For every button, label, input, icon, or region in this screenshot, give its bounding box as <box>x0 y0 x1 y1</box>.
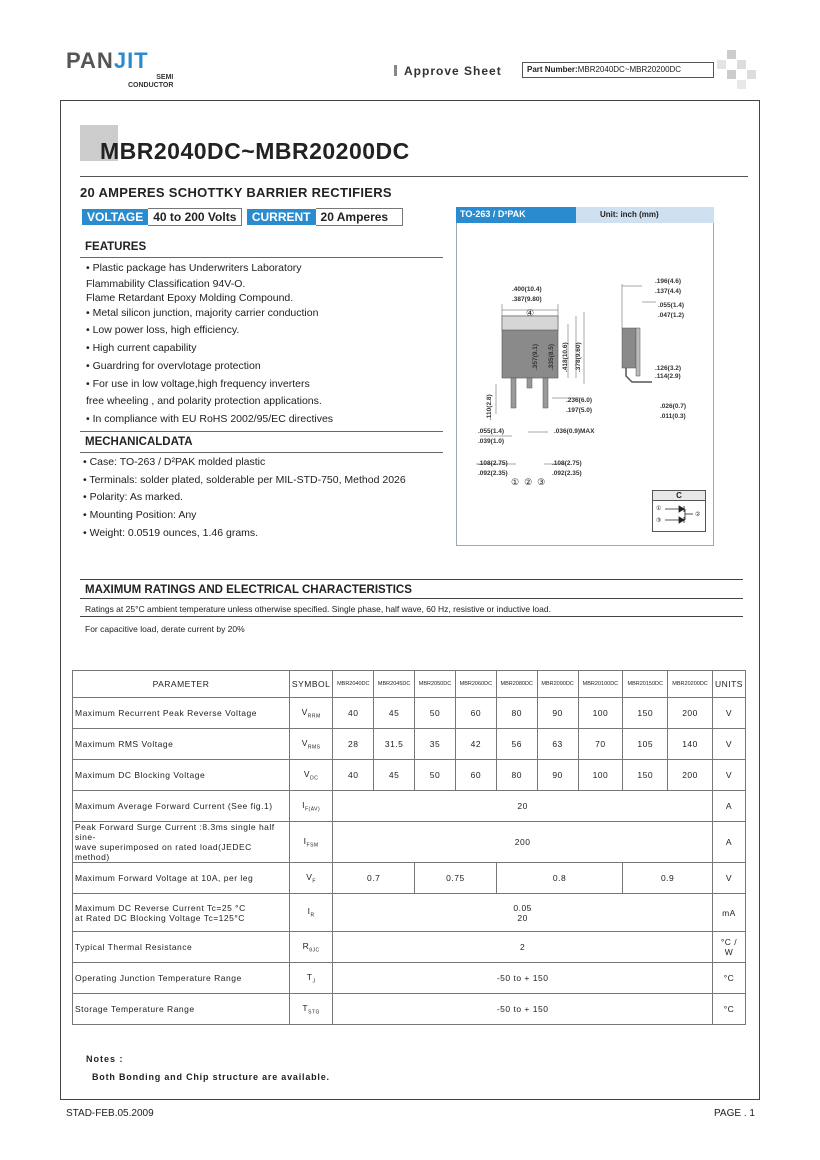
table-row <box>73 932 746 963</box>
voltage-tag: VOLTAGE <box>82 209 148 225</box>
header-symbol: SYMBOL <box>289 671 332 698</box>
header-part: MBR2080DC <box>496 671 537 698</box>
voltage-value: 40 to 200 Volts <box>148 208 242 226</box>
table-cell: Peak Forward Surge Current :8.3ms single half sine- <box>75 822 275 842</box>
table-cell: 90 <box>537 760 578 791</box>
part-number-box <box>522 62 714 78</box>
dim-label: .036(0.9)MAX <box>554 428 595 435</box>
dim-label: .092(2.35) <box>552 470 582 477</box>
table-cell <box>289 963 332 994</box>
dim-label: .055(1.4) <box>658 302 685 309</box>
table-cell: 80 <box>496 760 537 791</box>
table-cell: I <box>303 835 307 846</box>
footer-date: STAD-FEB.05.2009 <box>66 1108 154 1119</box>
table-cell <box>73 822 290 863</box>
table-cell: Maximum Forward Voltage at 10A, per leg <box>73 863 290 894</box>
table-cell: T <box>302 1002 309 1013</box>
package-name: TO-263 / D²PAK <box>456 207 576 223</box>
header-part: MBR2090DC <box>537 671 578 698</box>
table-cell: °C <box>712 994 745 1025</box>
table-cell: 100 <box>578 760 623 791</box>
pin-labels: ① ② ③ <box>511 477 546 487</box>
mechanical-top-divider <box>80 431 443 432</box>
mechanical-item: • Case: TO-263 / D²PAK molded plastic <box>83 456 266 468</box>
dim-label: .137(4.4) <box>655 288 682 295</box>
table-cell <box>289 760 332 791</box>
table-cell: 42 <box>455 729 496 760</box>
table-cell <box>289 729 332 760</box>
feature-item: free wheeling , and polarity protection applications. <box>86 395 322 408</box>
table-cell: 50 <box>415 698 456 729</box>
table-cell: 150 <box>623 760 668 791</box>
table-cell: RRM <box>307 713 321 720</box>
table-cell: 70 <box>578 729 623 760</box>
table-row <box>73 863 746 894</box>
logo-jit: JIT <box>113 48 149 73</box>
table-cell: F(AV) <box>304 806 321 813</box>
table-cell: I <box>302 799 305 810</box>
dim-label: .387(9.80) <box>512 296 542 303</box>
table-cell: mA <box>712 894 745 932</box>
table-cell: 40 <box>333 760 374 791</box>
table-cell <box>333 894 713 932</box>
pin-4-label: ④ <box>526 308 535 318</box>
schematic-pin-3: ③ <box>656 518 662 524</box>
table-row <box>73 822 746 863</box>
table-cell: at Rated DC Blocking Voltage Tc=125°C <box>75 912 245 923</box>
table-cell: 0.7 <box>333 863 415 894</box>
table-cell: 45 <box>374 698 415 729</box>
schematic-pin-2: ② <box>695 512 701 518</box>
table-cell: 45 <box>374 760 415 791</box>
table-cell: 200 <box>668 698 713 729</box>
table-cell: 200 <box>668 760 713 791</box>
mechanical-divider <box>80 452 443 453</box>
notes-heading: Notes : <box>86 1054 124 1064</box>
table-row <box>73 729 746 760</box>
table-cell: V <box>712 863 745 894</box>
table-cell: 80 <box>496 698 537 729</box>
ratings-note-1: Ratings at 25°C ambient temperature unless otherwise specified. Single phase, half wave, 60 Hz, resistive or inductive load. <box>85 604 551 614</box>
package-unit: Unit: inch (mm) <box>600 210 659 219</box>
table-cell <box>289 822 332 863</box>
feature-item: Flame Retardant Epoxy Molding Compound. <box>86 291 294 304</box>
schematic-label: C <box>653 491 705 501</box>
table-cell <box>712 932 745 963</box>
table-cell <box>289 894 332 932</box>
table-cell: V <box>301 737 308 748</box>
table-cell <box>289 994 332 1025</box>
schematic-pin-1: ① <box>656 506 662 512</box>
dim-label: .108(2.75) <box>478 460 508 467</box>
table-cell: Maximum Recurrent Peak Reverse Voltage <box>73 698 290 729</box>
feature-item: • Low power loss, high efficiency. <box>86 324 240 337</box>
ratings-note-2: For capacitive load, derate current by 20% <box>85 624 245 634</box>
table-cell: 0.05 <box>513 902 532 913</box>
table-row <box>73 963 746 994</box>
mechanical-heading: MECHANICALDATA <box>85 436 193 448</box>
diode-symbol-icon <box>665 503 695 529</box>
mechanical-item: • Weight: 0.0519 ounces, 1.46 grams. <box>83 526 259 539</box>
table-cell: wave superimposed on rated load(JEDEC method) <box>75 842 252 862</box>
mechanical-item: • Polarity: As marked. <box>83 491 183 504</box>
table-cell: 100 <box>578 698 623 729</box>
current-value: 20 Amperes <box>316 208 404 226</box>
approve-sheet-text: Approve Sheet <box>404 64 502 78</box>
header-part: MBR20150DC <box>623 671 668 698</box>
dim-label: .357(9.1) <box>532 343 539 370</box>
table-cell: 90 <box>537 698 578 729</box>
table-cell: 0.9 <box>623 863 713 894</box>
approve-sheet-label <box>394 64 502 78</box>
ratings-divider <box>80 598 743 599</box>
footer-page: PAGE . 1 <box>714 1108 755 1119</box>
table-cell: Operating Junction Temperature Range <box>73 963 290 994</box>
table-cell: V <box>301 706 308 717</box>
page-title: MBR2040DC~MBR20200DC <box>100 138 410 164</box>
notes-text: Both Bonding and Chip structure are available. <box>92 1072 330 1082</box>
header-part: MBR2045DC <box>374 671 415 698</box>
table-cell: °C <box>712 963 745 994</box>
mechanical-item: • Terminals: solder plated, solderable per MIL-STD-750, Method 2026 <box>83 473 406 486</box>
title-divider <box>80 176 748 177</box>
logo-pan: PAN <box>66 48 114 73</box>
decorative-pixels <box>717 50 757 90</box>
ratings-note-divider <box>80 616 743 617</box>
subtitle: 20 AMPERES SCHOTTKY BARRIER RECTIFIERS <box>80 185 392 200</box>
header-part: MBR2060DC <box>455 671 496 698</box>
table-cell: R <box>310 912 315 919</box>
table-cell: F <box>312 878 316 885</box>
table-cell: W <box>724 947 734 957</box>
features-divider <box>80 257 443 258</box>
table-cell: Maximum RMS Voltage <box>73 729 290 760</box>
table-cell: V <box>303 768 311 779</box>
table-cell: V <box>712 729 745 760</box>
table-cell: V <box>712 760 745 791</box>
logo-subtext <box>128 74 173 90</box>
table-cell: -50 to + 150 <box>333 994 713 1025</box>
ratings-heading: MAXIMUM RATINGS AND ELECTRICAL CHARACTERISTICS <box>85 584 412 596</box>
header-part: MBR2050DC <box>415 671 456 698</box>
current-tag: CURRENT <box>247 209 316 225</box>
table-cell: 31.5 <box>374 729 415 760</box>
dim-label: .400(10.4) <box>512 286 542 293</box>
table-cell: 150 <box>623 698 668 729</box>
table-cell: RMS <box>307 744 321 751</box>
table-cell: 200 <box>333 822 713 863</box>
dim-label: .047(1.2) <box>658 312 685 319</box>
table-cell: Storage Temperature Range <box>73 994 290 1025</box>
part-number-value: MBR2040DC~MBR20200DC <box>577 65 682 74</box>
table-cell <box>289 791 332 822</box>
dim-label: .114(2.9) <box>655 373 681 380</box>
ratings-table <box>72 670 746 1025</box>
table-cell: 50 <box>415 760 456 791</box>
table-cell: θJC <box>309 947 320 954</box>
dim-label: .418(10.6) <box>562 342 569 372</box>
table-cell: 63 <box>537 729 578 760</box>
dim-label: .092(2.35) <box>478 470 508 477</box>
dim-label: .197(5.0) <box>566 407 593 414</box>
table-row <box>73 994 746 1025</box>
dim-label: .011(0.3) <box>660 413 686 420</box>
table-row <box>73 894 746 932</box>
dim-label: .110(2.8) <box>486 394 493 420</box>
table-cell: 35 <box>415 729 456 760</box>
table-cell: T <box>306 971 313 982</box>
table-cell: A <box>712 822 745 863</box>
feature-item: • Metal silicon junction, majority carrier conduction <box>86 306 319 319</box>
part-number-label: Part Number: <box>527 65 578 74</box>
ratings-tags <box>82 208 403 226</box>
table-cell: 0.8 <box>496 863 623 894</box>
feature-item: • For use in low voltage,high frequency inverters <box>86 377 310 390</box>
header-part: MBR20100DC <box>578 671 623 698</box>
table-cell <box>289 698 332 729</box>
table-cell: J <box>312 978 316 985</box>
feature-item: • Plastic package has Underwriters Laboratory <box>86 262 302 274</box>
dim-label: .378(9.60) <box>575 342 582 372</box>
ratings-top-divider <box>80 579 743 580</box>
table-cell: V <box>306 871 313 882</box>
table-cell: STG <box>308 1009 320 1016</box>
dim-label: .108(2.75) <box>552 460 582 467</box>
mechanical-item: • Mounting Position: Any <box>83 509 197 522</box>
table-row <box>73 698 746 729</box>
feature-item: Flammability Classification 94V-O. <box>86 277 246 290</box>
table-cell: 28 <box>333 729 374 760</box>
features-heading: FEATURES <box>85 241 147 253</box>
table-cell: 60 <box>455 698 496 729</box>
table-cell: I <box>307 906 311 917</box>
header-part: MBR20200DC <box>668 671 713 698</box>
dim-label: .236(6.0) <box>566 397 593 404</box>
table-cell: FSM <box>306 842 319 849</box>
table-cell: DC <box>310 775 319 782</box>
table-cell: A <box>712 791 745 822</box>
table-cell: 0.75 <box>415 863 497 894</box>
mechanical-list <box>83 454 406 543</box>
table-cell: 105 <box>623 729 668 760</box>
table-cell: Maximum DC Reverse Current Tc=25 °C <box>75 902 246 913</box>
table-cell: 140 <box>668 729 713 760</box>
dim-label: .055(1.4) <box>478 428 505 435</box>
table-cell: 20 <box>517 912 528 923</box>
feature-item: • Guardring for overvlotage protection <box>86 359 261 372</box>
table-cell: °C / <box>720 937 738 947</box>
table-cell <box>73 894 290 932</box>
dim-label: .039(1.0) <box>478 438 505 445</box>
table-row <box>73 760 746 791</box>
table-cell: V <box>712 698 745 729</box>
feature-item: • In compliance with EU RoHS 2002/95/EC directives <box>86 412 334 425</box>
schematic-box <box>652 490 706 532</box>
table-cell <box>289 863 332 894</box>
features-list <box>86 260 333 429</box>
header-parameter: PARAMETER <box>73 671 290 698</box>
dim-label: .126(3.2) <box>655 365 682 372</box>
logo-sub-1: SEMI <box>156 74 174 81</box>
table-cell: 56 <box>496 729 537 760</box>
table-cell <box>289 932 332 963</box>
dim-label: .026(0.7) <box>660 403 687 410</box>
dim-label: .335(8.5) <box>548 343 555 370</box>
header-units: UNITS <box>712 671 745 698</box>
table-cell: 2 <box>333 932 713 963</box>
logo-sub-2: CONDUCTOR <box>128 82 174 89</box>
table-cell: 60 <box>455 760 496 791</box>
table-cell: 20 <box>333 791 713 822</box>
table-cell: -50 to + 150 <box>333 963 713 994</box>
panjit-logo <box>66 48 149 74</box>
header-part: MBR2040DC <box>333 671 374 698</box>
table-cell: R <box>302 940 310 951</box>
feature-item: • High current capability <box>86 342 197 355</box>
dim-label: .196(4.6) <box>655 278 682 285</box>
table-cell: Maximum DC Blocking Voltage <box>73 760 290 791</box>
table-cell: Maximum Average Forward Current (See fig.1) <box>73 791 290 822</box>
table-row <box>73 791 746 822</box>
table-cell: 40 <box>333 698 374 729</box>
table-cell: Typical Thermal Resistance <box>73 932 290 963</box>
